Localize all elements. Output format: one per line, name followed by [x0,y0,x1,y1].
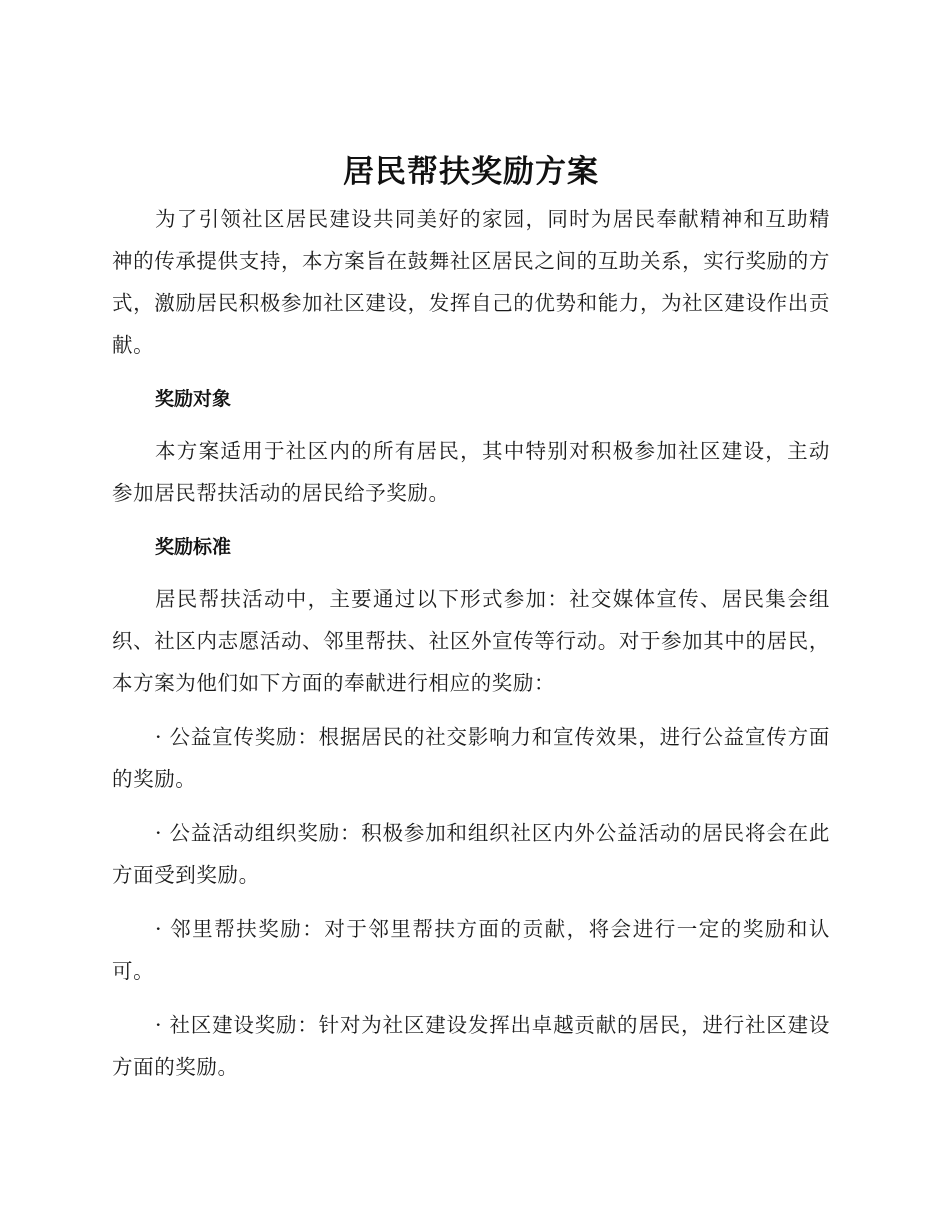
document-title: 居民帮扶奖励方案 [343,154,599,190]
intro-paragraph: 为了引领社区居民建设共同美好的家园，同时为居民奉献精神和互助精神的传承提供支持，本方案旨在鼓舞社区居民之间的互助关系，实行奖励的方式，激励居民积极参加社区建设，发挥自己的优势和能力，为社区建设作出贡献。 [112,207,830,357]
section-heading-reward-target: 奖励对象 [155,388,232,410]
document-page [112,150,830,1088]
list-item-community-building-reward: · 社区建设奖励：针对为社区建设发挥出卓越贡献的居民，进行社区建设方面的奖励。 [112,1013,830,1079]
list-item-activity-organization-reward: · 公益活动组织奖励：积极参加和组织社区内外公益活动的居民将会在此方面受到奖励。 [112,821,830,887]
section-body-reward-target: 本方案适用于社区内的所有居民，其中特别对积极参加社区建设，主动参加居民帮扶活动的居民给予奖励。 [112,439,830,505]
reward-list [112,716,830,1088]
section-heading-reward-standard: 奖励标准 [155,536,232,558]
list-item-publicity-reward: · 公益宣传奖励：根据居民的社交影响力和宣传效果，进行公益宣传方面的奖励。 [112,725,830,791]
list-item-neighbor-help-reward: · 邻里帮扶奖励：对于邻里帮扶方面的贡献，将会进行一定的奖励和认可。 [112,917,830,983]
section-body-reward-standard: 居民帮扶活动中，主要通过以下形式参加：社交媒体宣传、居民集会组织、社区内志愿活动、邻里帮扶、社区外宣传等行动。对于参加其中的居民，本方案为他们如下方面的奉献进行相应的奖励： [112,587,830,695]
